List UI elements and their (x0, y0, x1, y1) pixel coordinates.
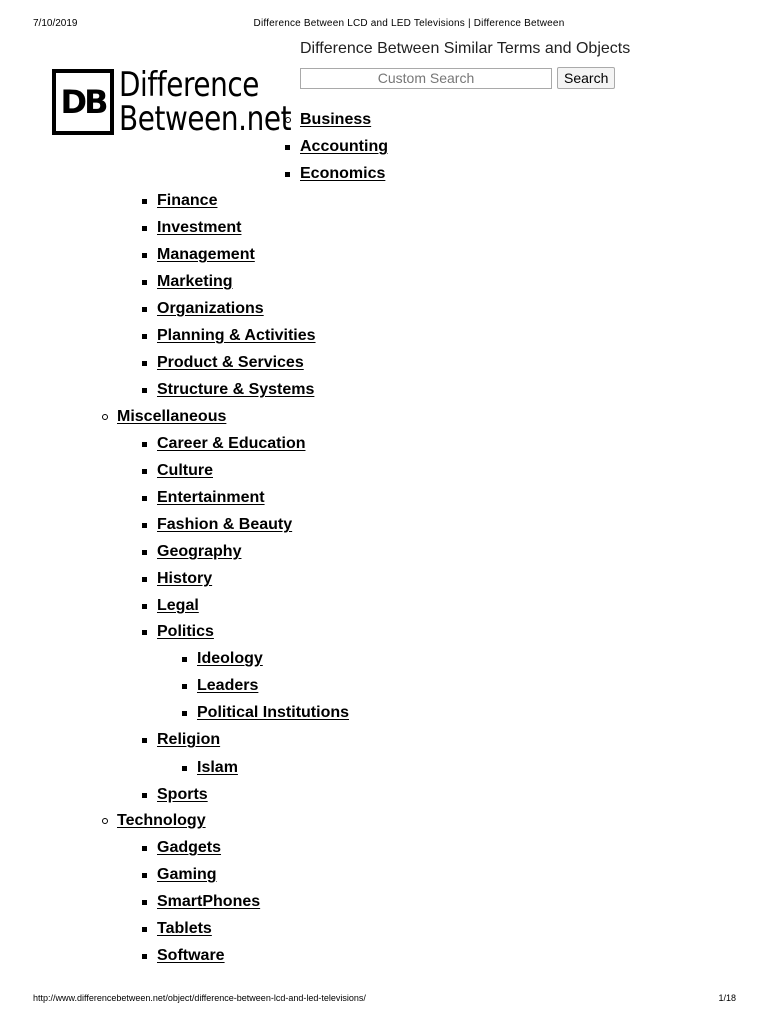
nav-link-software[interactable]: Software (157, 947, 225, 964)
circle-bullet-icon (102, 818, 108, 824)
nav-link-career[interactable]: Career & Education (157, 435, 306, 452)
nav-link-marketing[interactable]: Marketing (157, 273, 233, 290)
square-bullet-icon (142, 469, 147, 474)
logo-text (119, 65, 292, 139)
nav-item-software (157, 946, 225, 966)
nav-link-entertainment[interactable]: Entertainment (157, 489, 265, 506)
nav-item-accounting (300, 137, 388, 157)
square-bullet-icon (142, 307, 147, 312)
nav-link-history[interactable]: History (157, 570, 213, 587)
nav-item-marketing (157, 272, 233, 292)
nav-link-business[interactable]: Business (300, 111, 372, 128)
square-bullet-icon (182, 711, 187, 716)
square-bullet-icon (142, 388, 147, 393)
square-bullet-icon (182, 684, 187, 689)
square-bullet-icon (142, 361, 147, 366)
print-footer-page-number: 1/18 (718, 993, 736, 1003)
search-form (300, 67, 615, 89)
square-bullet-icon (142, 280, 147, 285)
site-tagline: Difference Between Similar Terms and Objects (300, 40, 631, 57)
nav-item-leaders (197, 676, 258, 696)
nav-link-ideology[interactable]: Ideology (197, 650, 263, 667)
square-bullet-icon (142, 873, 147, 878)
nav-link-accounting[interactable]: Accounting (300, 138, 388, 155)
square-bullet-icon (142, 630, 147, 635)
nav-link-tablets[interactable]: Tablets (157, 920, 212, 937)
square-bullet-icon (142, 846, 147, 851)
nav-item-entertainment (157, 488, 265, 508)
nav-link-product[interactable]: Product & Services (157, 354, 304, 371)
nav-item-gaming (157, 865, 217, 885)
logo-mark: DB (52, 69, 114, 135)
site-logo[interactable] (52, 65, 329, 139)
search-input[interactable] (300, 68, 552, 89)
nav-link-fashion[interactable]: Fashion & Beauty (157, 516, 293, 533)
nav-item-legal (157, 596, 199, 616)
circle-bullet-icon (102, 414, 108, 420)
nav-item-product (157, 353, 304, 373)
nav-item-sports (157, 785, 208, 805)
square-bullet-icon (142, 523, 147, 528)
square-bullet-icon (142, 334, 147, 339)
square-bullet-icon (142, 496, 147, 501)
nav-link-management[interactable]: Management (157, 246, 255, 263)
square-bullet-icon (142, 550, 147, 555)
square-bullet-icon (142, 226, 147, 231)
nav-link-legal[interactable]: Legal (157, 597, 199, 614)
square-bullet-icon (142, 954, 147, 959)
print-header-title: Difference Between LCD and LED Televisions | Difference Between (253, 18, 565, 29)
nav-link-investment[interactable]: Investment (157, 219, 242, 236)
square-bullet-icon (142, 927, 147, 932)
nav-link-planning[interactable]: Planning & Activities (157, 327, 316, 344)
nav-link-leaders[interactable]: Leaders (197, 677, 259, 694)
nav-link-economics[interactable]: Economics (300, 165, 386, 182)
logo-line-1: Difference (119, 65, 260, 105)
nav-item-islam (197, 758, 238, 778)
nav-link-miscellaneous[interactable]: Miscellaneous (117, 408, 227, 425)
nav-item-geography (157, 542, 241, 562)
square-bullet-icon (285, 145, 290, 150)
nav-item-technology (117, 811, 206, 831)
nav-item-culture (157, 461, 213, 481)
nav-link-religion[interactable]: Religion (157, 731, 221, 748)
square-bullet-icon (142, 442, 147, 447)
square-bullet-icon (182, 657, 187, 662)
nav-item-career (157, 434, 305, 454)
nav-item-gadgets (157, 838, 221, 858)
nav-link-sports[interactable]: Sports (157, 786, 208, 803)
nav-item-economics (300, 164, 385, 184)
nav-link-gadgets[interactable]: Gadgets (157, 839, 222, 856)
nav-item-history (157, 569, 212, 589)
nav-item-politics (157, 622, 214, 642)
nav-item-finance (157, 191, 217, 211)
circle-bullet-icon (285, 117, 291, 123)
nav-link-culture[interactable]: Culture (157, 462, 213, 479)
nav-item-planning (157, 326, 316, 346)
nav-item-miscellaneous (117, 407, 226, 427)
print-footer-url: http://www.differencebetween.net/object/difference-between-lcd-and-led-televisions/ (33, 993, 366, 1003)
nav-link-organizations[interactable]: Organizations (157, 300, 264, 317)
nav-item-organizations (157, 299, 264, 319)
square-bullet-icon (142, 604, 147, 609)
square-bullet-icon (142, 199, 147, 204)
square-bullet-icon (142, 577, 147, 582)
square-bullet-icon (142, 253, 147, 258)
square-bullet-icon (182, 766, 187, 771)
square-bullet-icon (142, 793, 147, 798)
nav-item-investment (157, 218, 241, 238)
logo-line-2: Between.net (119, 99, 292, 139)
nav-link-structure[interactable]: Structure & Systems (157, 381, 315, 398)
nav-item-fashion (157, 515, 292, 535)
nav-link-politics[interactable]: Politics (157, 623, 214, 640)
nav-link-finance[interactable]: Finance (157, 192, 218, 209)
nav-item-structure (157, 380, 314, 400)
nav-item-political-institutions (197, 703, 349, 723)
nav-item-management (157, 245, 255, 265)
square-bullet-icon (285, 172, 290, 177)
print-header-date: 7/10/2019 (33, 18, 78, 29)
nav-link-geography[interactable]: Geography (157, 543, 242, 560)
nav-item-business (300, 110, 371, 130)
square-bullet-icon (142, 900, 147, 905)
nav-link-technology[interactable]: Technology (117, 812, 206, 829)
nav-item-tablets (157, 919, 212, 939)
nav-item-smartphones (157, 892, 260, 912)
nav-link-smartphones[interactable]: SmartPhones (157, 893, 261, 910)
nav-link-gaming[interactable]: Gaming (157, 866, 217, 883)
search-button[interactable]: Search (557, 67, 615, 89)
square-bullet-icon (142, 738, 147, 743)
nav-item-religion (157, 730, 220, 750)
nav-link-political-institutions[interactable]: Political Institutions (197, 704, 350, 721)
nav-link-islam[interactable]: Islam (197, 759, 238, 776)
nav-item-ideology (197, 649, 263, 669)
